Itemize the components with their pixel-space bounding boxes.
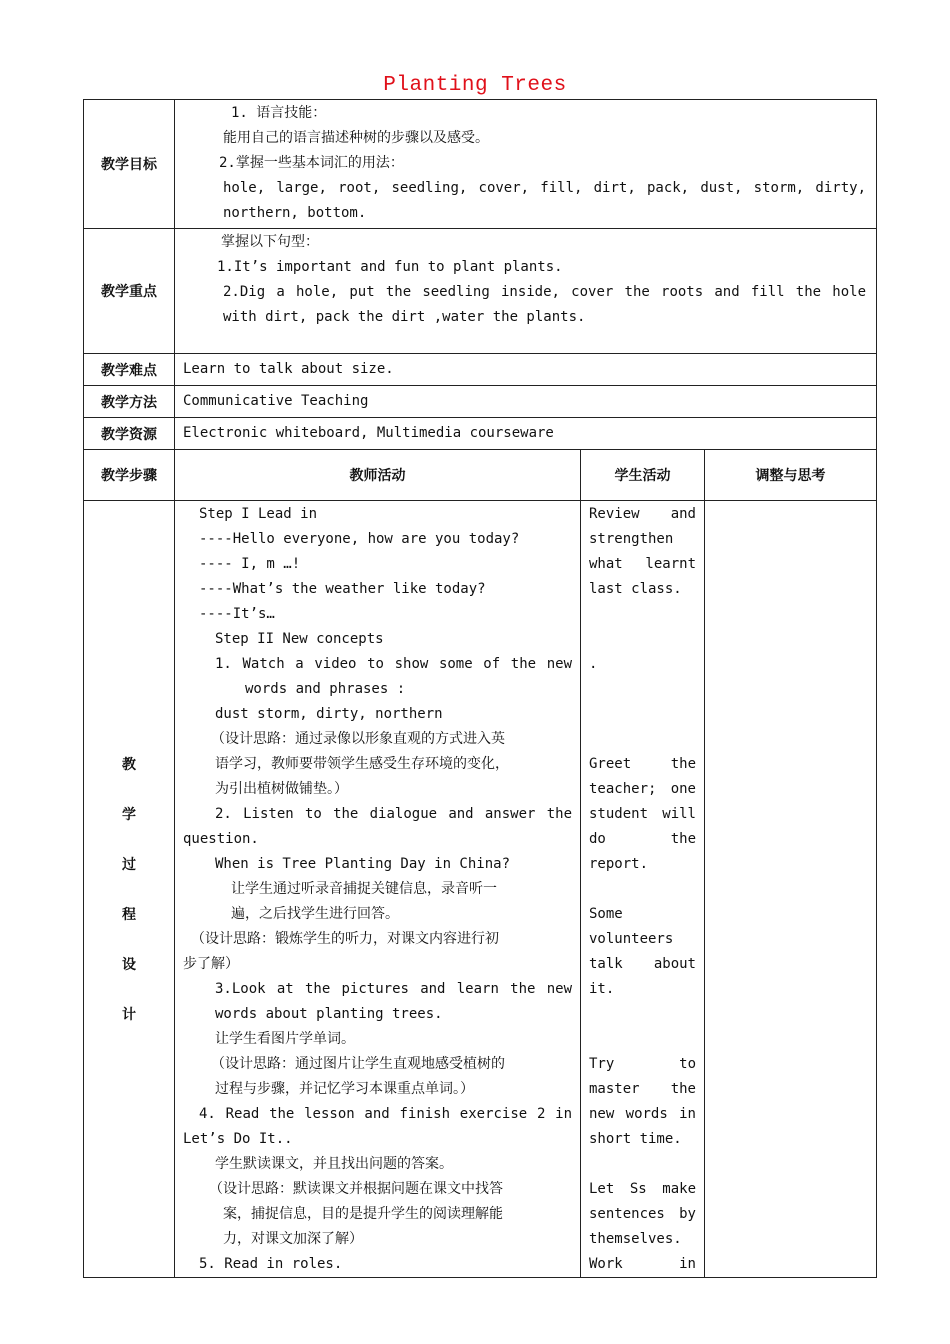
student-line: it. [589,981,615,997]
column-header-student: 学生活动 [581,450,705,501]
row-method [84,386,877,418]
process-design-row [84,501,877,1278]
label-difficulty: 教学难点 [84,354,175,386]
student-line [589,1027,696,1052]
teacher-line: When is Tree Planting Day in China? [215,856,511,872]
student-line [589,702,696,727]
student-line [589,877,696,902]
row-key-points [84,229,877,354]
teacher-line: 2. Listen to the dialogue and answer the [215,806,572,822]
column-header-steps: 教学步骤 [84,450,175,501]
teacher-line: words and phrases : [245,681,406,697]
student-line [589,727,696,752]
label-char: 过 [122,857,136,873]
teacher-line: 语学习，教师要带领学生感受生存环境的变化， [215,756,509,772]
label-char: 程 [122,907,136,923]
teacher-line: 力，对课文加深了解） [223,1231,363,1247]
row-difficulty [84,354,877,386]
student-line: report. [589,856,649,872]
student-line: Try to [589,1056,696,1072]
student-line [589,602,696,627]
student-line: last class. [589,581,682,597]
student-line: Review and [589,506,696,522]
row-resources [84,418,877,450]
student-line: student will [589,806,696,822]
student-line: Greet the [589,756,696,772]
teacher-line: ----It’s… [199,606,275,622]
teacher-line: （设计思路：默读课文并根据问题在课文中找答 [209,1181,503,1197]
student-activities [581,501,705,1278]
teacher-line: 3.Look at the pictures and learn the new [215,981,572,997]
reflection-cell [705,501,877,1278]
teacher-line: （设计思路：通过图片让学生直观地感受植树的 [211,1056,505,1072]
teacher-line: （设计思路：通过录像以形象直观的方式进入英 [211,731,505,747]
student-line [589,677,696,702]
student-line: new words in [589,1106,696,1122]
teacher-line: Step I Lead in [199,506,318,522]
student-line: talk about [589,956,696,972]
method-value: Communicative Teaching [175,386,877,418]
lesson-plan-table [83,99,877,1278]
teacher-line: 步了解） [183,956,239,972]
goals-line: hole, large, root, seedling, cover, fill, dirt, pack, dust, storm, dirty, [223,180,866,196]
teacher-line: ---- I, m …! [199,556,301,572]
goals-line: 2.掌握一些基本词汇的用法： [219,155,404,171]
student-line [589,1002,696,1027]
goals-line: 能用自己的语言描述种树的步骤以及感受。 [223,130,489,146]
student-line: teacher; one [589,781,696,797]
teacher-line: 让学生通过听录音捕捉关键信息，录音听一 [231,881,497,897]
key-points-line: with dirt, pack the dirt ,water the plants. [223,309,586,325]
teacher-line: 遍，之后找学生进行回答。 [231,906,399,922]
teacher-line: 学生默读课文，并且找出问题的答案。 [215,1156,453,1172]
key-points-line: 1.It’s important and fun to plant plants. [217,259,563,275]
student-line: . [589,656,598,672]
key-points-line: 掌握以下句型： [221,234,319,250]
student-line: master the [589,1081,696,1097]
process-header-row [84,450,877,501]
teaching-goals-content [175,100,877,229]
teacher-line: （设计思路：锻炼学生的听力，对课文内容进行初 [191,931,499,947]
student-line: sentences by [589,1206,696,1222]
student-line: Work in [589,1256,696,1272]
goals-line: 1. 语言技能： [231,105,327,121]
row-teaching-goals [84,100,877,229]
key-points-line: 2.Dig a hole, put the seedling inside, cover the roots and fill the hole [223,284,866,300]
label-method: 教学方法 [84,386,175,418]
label-char: 设 [122,957,136,973]
student-line: short time. [589,1131,682,1147]
student-line: what learnt [589,556,696,572]
student-line [589,1152,696,1177]
document-title: Planting Trees [383,74,567,97]
student-line: Let Ss make [589,1181,696,1197]
label-teaching-goals: 教学目标 [84,100,175,229]
teacher-line: 4. Read the lesson and finish exercise 2 in [199,1106,572,1122]
student-line: themselves. [589,1231,682,1247]
label-resources: 教学资源 [84,418,175,450]
teacher-line: words about planting trees. [215,1006,443,1022]
teacher-line: 案，捕捉信息，目的是提升学生的阅读理解能 [223,1206,503,1222]
column-header-reflection: 调整与思考 [705,450,877,501]
student-line: do the [589,831,696,847]
resources-value: Electronic whiteboard, Multimedia courseware [175,418,877,450]
teacher-line: question. [183,831,259,847]
label-key-points: 教学重点 [84,229,175,354]
key-points-content [175,229,877,354]
label-char: 教 [122,757,136,773]
teacher-line: 1. Watch a video to show some of the new [215,656,572,672]
student-line: strengthen [589,531,674,547]
teacher-line: Step II New concepts [215,631,384,647]
column-header-teacher: 教师活动 [175,450,581,501]
teacher-line: Let’s Do It.. [183,1131,293,1147]
student-line: Some [589,906,623,922]
teacher-line: 为引出植树做铺垫。） [215,781,348,797]
process-design-label [84,501,175,1278]
label-char: 学 [122,807,136,823]
teacher-activities [175,501,581,1278]
teacher-line: 5. Read in roles. [199,1256,343,1272]
teacher-line: dust storm, dirty, northern [215,706,443,722]
teacher-line: ----What’s the weather like today? [199,581,486,597]
teacher-line: 让学生看图片学单词。 [215,1031,355,1047]
teacher-line: 过程与步骤，并记忆学习本课重点单词。） [215,1081,474,1097]
difficulty-value: Learn to talk about size. [175,354,877,386]
label-char: 计 [122,1007,136,1023]
goals-line: northern, bottom. [223,205,367,221]
student-line [589,627,696,652]
teacher-line: ----Hello everyone, how are you today? [199,531,520,547]
student-line: volunteers [589,931,674,947]
